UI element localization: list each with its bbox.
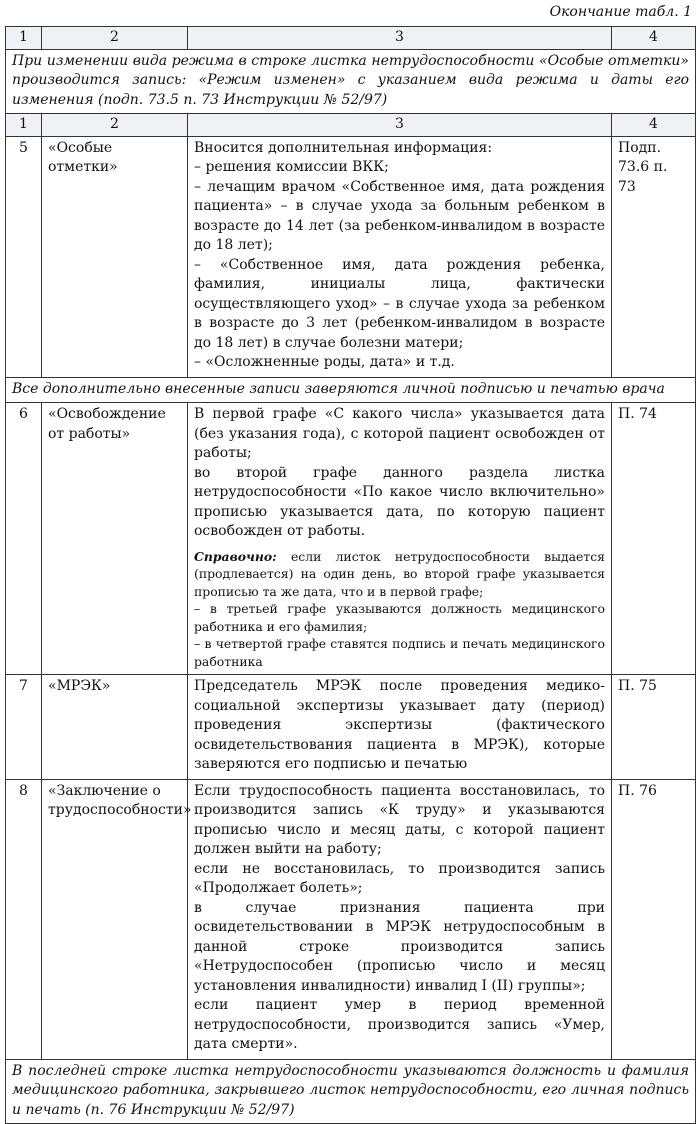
note-mid: Все дополнительно внесенные записи заверяются личной подписью и печатью врача (6, 377, 696, 403)
header-row (6, 114, 696, 137)
note-row (6, 1059, 696, 1124)
table-row (6, 403, 696, 675)
description-line: – «Собственное имя, дата рождения ребенка, фамилия, инициалы лица, фактически осуществляющего уход» – в случае ухода за ребенком в возрасте до 3 лет (ребенком-инвалидом в возрасте до 18 лет) в случае болезни матери; (194, 256, 605, 351)
field-description (188, 675, 612, 780)
description-line: В первой графе «С какого числа» указывается дата (без указания года), с которой пациент освобожден от работы; (194, 406, 605, 461)
description-line: – лечащим врачом «Собственное имя, дата рождения пациента» – в случае ухода за больным ребенком в возрасте до 14 лет (за ребенком-инвалидом в возрасте до 18 лет); (194, 178, 605, 253)
reference-note-line: – в четвертой графе ставятся подпись и печать медицинского работника (194, 636, 605, 669)
description-line: Если трудоспособность пациента восстановилась, то производится запись «К труду» и указываются прописью число и месяц даты, с которой пациент должен выйти на работу; (194, 782, 605, 857)
row-number: 5 (6, 136, 42, 377)
row-number: 7 (6, 675, 42, 780)
reference: П. 74 (612, 403, 696, 675)
header-cell: 4 (612, 27, 696, 50)
field-name: «МРЭК» (42, 675, 188, 780)
description-line: Вносится дополнительная информация: (194, 139, 493, 156)
header-cell: 1 (6, 27, 42, 50)
description-line: – «Осложненные роды, дата» и т.д. (194, 354, 455, 370)
description-line: если пациент умер в период временной нетрудоспособности, производится запись «Умер, дата смерти». (194, 997, 605, 1052)
header-cell: 2 (42, 114, 188, 137)
header-cell: 2 (42, 27, 188, 50)
row-number: 8 (6, 779, 42, 1059)
table-row (6, 675, 696, 780)
field-description (188, 779, 612, 1059)
header-cell: 3 (188, 27, 612, 50)
field-name: «Освобождение от работы» (42, 403, 188, 675)
header-cell: 3 (188, 114, 612, 137)
reference-note-line: – в третьей графе указываются должность медицинского работника и его фамилия; (194, 601, 605, 634)
reference: Подп. 73.6 п. 73 (612, 136, 696, 377)
table-row (6, 136, 696, 377)
description-line: в случае признания пациента при освидетельствовании в МРЭК нетрудоспособным в данной строке производится запись «Нетрудоспособен (прописью число и месяц установления инвалидности) инвалид I (II) группы»; (194, 899, 605, 994)
field-name: «Особые отметки» (42, 136, 188, 377)
field-description (188, 136, 612, 377)
header-row (6, 27, 696, 50)
reference-note-label: Справочно: (194, 548, 277, 564)
note-row (6, 49, 696, 114)
table-row (6, 779, 696, 1059)
note-bottom: В последней строке листка нетрудоспособности указываются должность и фамилия медицинского работника, закрывшего листок нетрудоспособности, его личная подпись и печать (п. 76 Инструкции № 52/97) (6, 1059, 696, 1124)
reference-note-line: если листок нетрудоспособности выдается (продлевается) на один день, во второй графе указывается прописью та же дата, что и в первой графе; (194, 548, 605, 599)
field-description (188, 403, 612, 675)
description-line: во второй графе данного раздела листка нетрудоспособности «По какое число включительно» прописью указывается дата, по которую пациент освобожден от работы. (194, 464, 605, 539)
header-cell: 1 (6, 114, 42, 137)
data-table (5, 26, 696, 1124)
description-line: – решения комиссии ВКК; (194, 159, 389, 175)
reference: П. 76 (612, 779, 696, 1059)
field-name: «Заключение о трудоспособности» (42, 779, 188, 1059)
note-top: При изменении вида режима в строке листка нетрудоспособности «Особые отметки» производится запись: «Режим изменен» с указанием вида режима и даты его изменения (подп. 73.5 п. 73 Инструкции № 52/97) (6, 49, 696, 114)
row-number: 6 (6, 403, 42, 675)
header-cell: 4 (612, 114, 696, 137)
description-line: Председатель МРЭК после проведения медико-социальной экспертизы указывает дату (период) проведения экспертизы (фактического освидетельствования пациента в МРЭК), которые заверяются его подписью и печатью (194, 678, 605, 772)
table-caption: Окончание табл. 1 (549, 4, 692, 20)
description-line: если не восстановилась, то производится запись «Продолжает болеть»; (194, 860, 605, 896)
note-row (6, 377, 696, 403)
reference-note (194, 548, 605, 671)
reference: П. 75 (612, 675, 696, 780)
